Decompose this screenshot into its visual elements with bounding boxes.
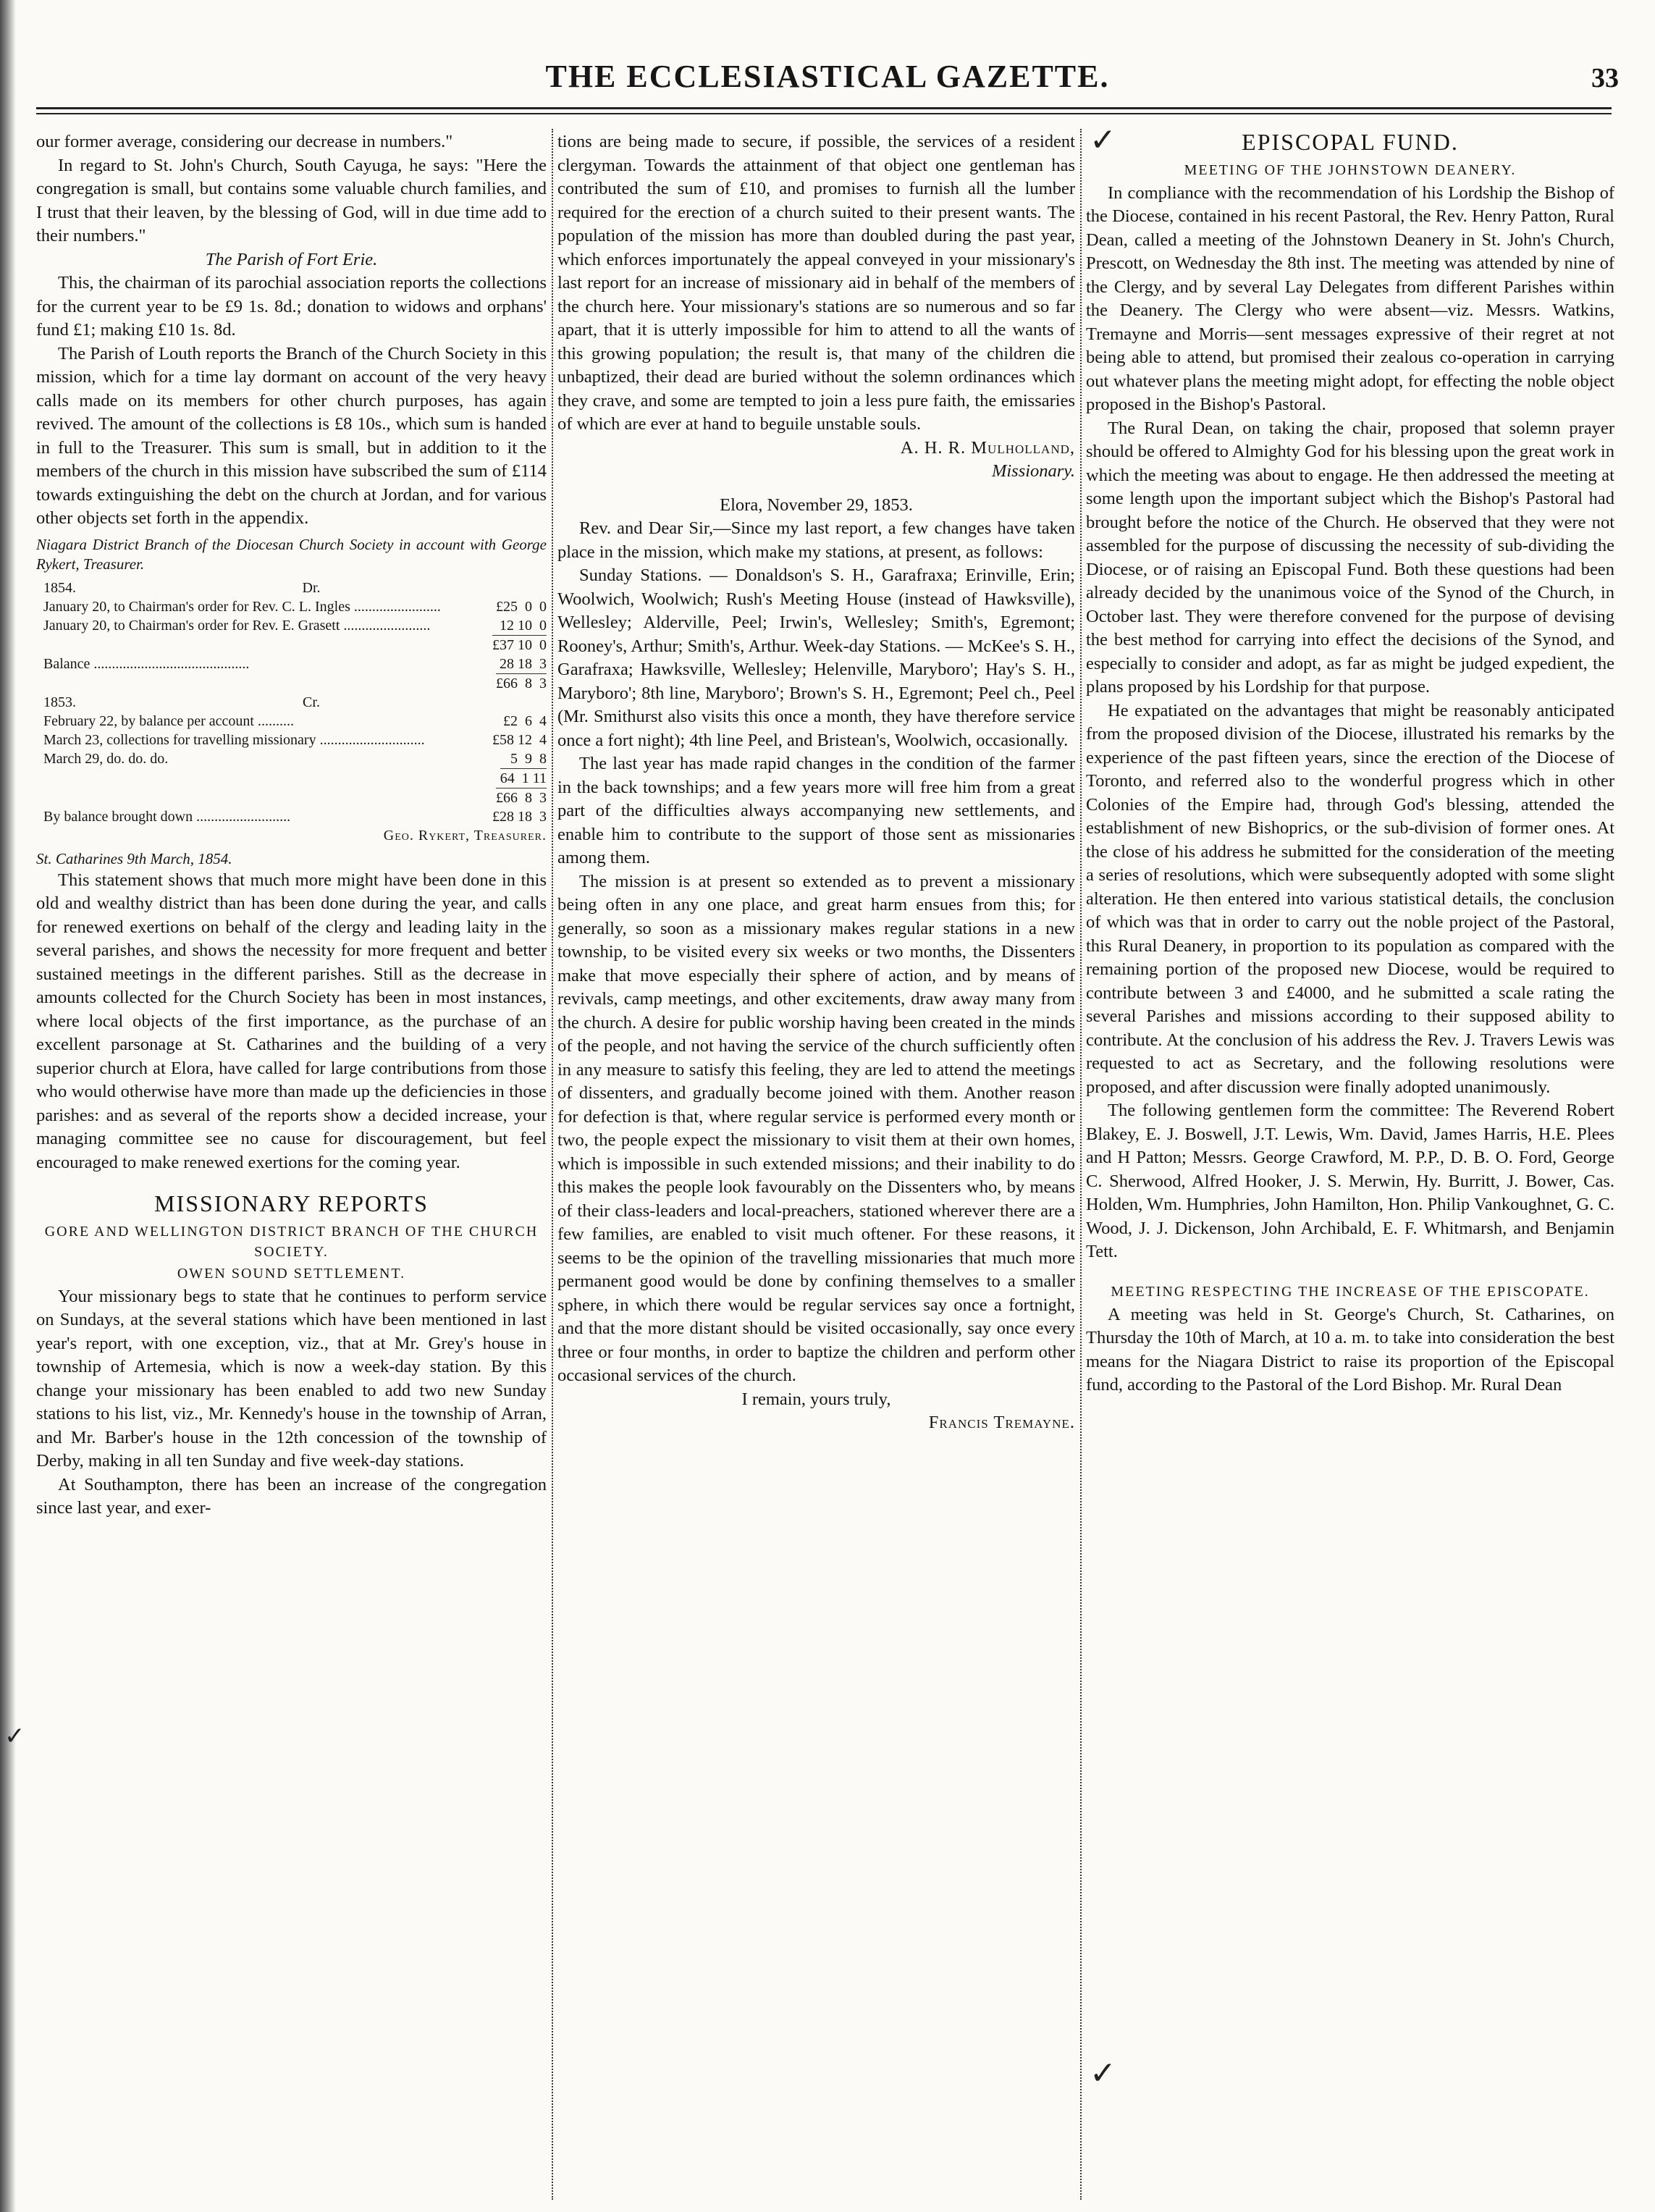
section-title-missionary-reports: MISSIONARY REPORTS [154,1190,429,1216]
paragraph: A meeting was held in St. George's Church, St. Catharines, on Thursday the 10th of March, at 10 a. m. to take into consideration the best means for the Niagara District to raise its proportion of the Episcopal fund, according to the Pastoral of the Lord Bishop. Mr. Rural Dean [1086,1304,1614,1395]
account-row: January 20, to Chairman's order for Rev. E. Grasett ........................ 12 10 0 [43,617,547,634]
account-row: 1854. Dr. [43,579,321,596]
page-number: 33 [1591,63,1619,93]
page-binding-edge [0,0,16,2212]
closing-line: I remain, yours truly, [741,1389,891,1409]
account-row: £37 10 0 [36,635,547,655]
header-rule-thin [36,113,1612,114]
subsection-title-increase-episcopate: MEETING RESPECTING THE INCREASE OF THE EPISCOPATE. [1111,1283,1590,1300]
account-row: January 20, to Chairman's order for Rev. C. L. Ingles ........................ £25 0 0 [43,598,547,615]
subsection-title-owen-sound: OWEN SOUND SETTLEMENT. [177,1265,406,1282]
paragraph: In compliance with the recommendation of his Lordship the Bishop of the Diocese, contained in his recent Pastoral, the Rev. Henry Patton, Rural Dean, called a meeting of the Johnstown Deanery in St. John's Church, Prescott, on Wednesday the 8th inst. The meeting was attended by nine of the Clergy, and by several Lay Delegates from different Parishes within the Deanery. The Clergy who were absent—viz. Messrs. Watkins, Tremayne and Morris—sent messages expressive of their regret at not being able to attend, but promised their zealous co-operation in carrying out whatever plans the meeting might adopt, for effecting the noble object proposed in the Bishop's Pastoral. [1086,182,1614,414]
header-rule [36,107,1612,109]
newspaper-title: THE ECCLESIASTICAL GAZETTE. [545,59,1110,94]
paragraph: The mission is at present so extended as to prevent a missionary being often in any one place, and great harm ensues from this; for generally, so soon as a missionary makes regular stations in a new township, to be visited every six weeks or two months, the Dissenters make that move especially their sphere of action, and by means of revivals, camp meetings, and other excitements, draw away many from the church. A desire for public worship having been created in the minds of the people, and not having the service of the church sufficiently often in any measure to satisfy this feeling, they are led to attend the meetings of dissenters, and gradually become joined with them. Another reason for defection is that, where regular service is performed every month or two, the people expect the missionary to visit them at their own homes, which is impossible in such extended missions; and their inability to do this makes the people look favourably on the Dissenters who, by means of their class-leaders and local-preachers, stationed wherever there are a few families, are enabled to visit much oftener. For these reasons, it seems to be the opinion of the travelling missionaries that much more permanent good would be done by confining themselves to a smaller sphere, in which there would be regular services say once a fortnight, and that the more distant should be visited occasionally, say once every three or four months, in order to baptize the children and perform other occasional services of the church. [557,871,1075,1385]
account-row: Balance ........................................... 28 18 3 [43,655,547,672]
account-row: 64 1 11 [36,768,547,788]
account-row: £66 8 3 [36,673,547,693]
column-2 [557,130,1075,1435]
account-row: By balance brought down .......................... £28 18 3 [43,808,547,825]
account-table [36,579,547,845]
column-separator [1080,129,1082,2200]
column-1 [36,130,547,1521]
account-row: 1853. Cr. [43,694,320,710]
paragraph: This statement shows that much more might have been done in this old and wealthy district than has been done during the year, and calls for renewed exertions on behalf of the clergy and leading laity in the several parishes, and shows the necessity for more frequent and better sustained meetings in the different parishes. Still as the decrease in amounts collected for the Church Society has been in most instances, where local objects of the first importance, as the purchase of an excellent parsonage at St. Catharines and the building of a very superior church at Elora, have called for large contributions from those who would otherwise have more than made up the deficiencies in those parishes: and as several of the reports show a decided increase, your managing committee see no cause for discouragement, but feel encouraged to make renewed exertions for the coming year. [36,870,547,1172]
signature-mulholland: A. H. R. Mulholland, [900,437,1075,458]
subsection-title-johnstown: MEETING OF THE JOHNSTOWN DEANERY. [1184,161,1517,178]
account-signature: Geo. Rykert, Treasurer. [383,827,547,844]
account-heading: Niagara District Branch of the Diocesan Church Society in account with George Rykert, Treasurer. [36,535,547,573]
paragraph: Your missionary begs to state that he continues to perform service on Sundays, at the several stations which have been mentioned in last year's report, with one exception, viz., that at Mr. Grey's house in township of Artemesia, which is now a week-day station. By this change your missionary has been enabled to add two new Sunday stations to his list, viz., Mr. Kennedy's house in the township of Arran, and Mr. Barber's house in the 12th concession of the township of Derby, making in all ten Sunday and five week-day stations. [36,1286,547,1471]
subsection-title-gore: GORE AND WELLINGTON DISTRICT BRANCH OF THE CHURCH SOCIETY. [44,1223,539,1260]
paragraph: In regard to St. John's Church, South Cayuga, he says: "Here the congregation is small, but contains some valuable church families, and I trust that their leaven, by the blessing of God, will in due time add to their numbers." [36,155,547,245]
account-row: February 22, by balance per account .......... £2 6 4 [43,712,547,729]
paragraph: tions are being made to secure, if possible, the services of a resident clergyman. Towards the attainment of that object one gentleman has contributed the sum of £10, and promises to furnish all the lumber required for the erection of a church suited to their present wants. The population of the mission has more than doubled during the past year, which enforces importunately the appeal conveyed in your missionary's last report for an increase of missionary aid in behalf of the members of the church here. Your missionary's stations are so numerous and so far apart, that it is utterly impossible for him to attend to all the wants of this growing population; the result is, that many of the children die unbaptized, their dead are buried without the solemn ordinances which they crave, and some are tempted to join a less pure faith, the emissaries of which are ever at hand to beguile unstable souls. [557,132,1075,434]
paragraph: The following gentlemen form the committee: The Reverend Robert Blakey, E. J. Boswell, J.T. Lewis, Wm. David, James Harris, H.E. Plees and H Patton; Messrs. George Crawford, M. P.P., D. B. O. Ford, George C. Sherwood, Alfred Hooker, J. S. Merwin, Hy. Burritt, J. Bower, Cas. Holden, Wm. Humphries, John Hamilton, Hon. Philip Vankoughnet, G. C. Wood, J. J. Dickenson, John Archibald, E. F. Whitmarsh, and Benjamin Tett. [1086,1101,1614,1261]
account-place-date: St. Catharines 9th March, 1854. [36,849,232,867]
account-row: £66 8 3 [36,788,547,807]
section-title-episcopal-fund: EPISCOPAL FUND. [1242,129,1459,155]
paragraph: At Southampton, there has been an increase of the congregation since last year, and exer- [36,1474,547,1518]
account-row: March 23, collections for travelling missionary ............................. £58 12 4 [43,731,547,748]
dateline: Elora, November 29, 1853. [720,495,913,515]
signature-title: Missionary. [991,461,1075,481]
account-row: March 29, do. do. do. 5 9 8 [43,750,547,767]
check-mark-icon: ✓ [1090,2055,1116,2092]
check-mark-icon: ✓ [4,1722,25,1751]
paragraph: The last year has made rapid changes in the condition of the farmer in the back townships; and a few years more will free him from a great part of the difficulties always accompanying new settlements, and enable him to contribute to the support of those sent as missionaries among them. [557,754,1075,867]
page-header [29,43,1626,101]
paragraph: The Rural Dean, on taking the chair, proposed that solemn prayer should be offered to Almighty God for his blessing upon the great work in which the meeting was about to engage. He then addressed the meeting at some length upon the important subject which the Bishop's Pastoral had brought before the notice of the Church. He observed that they were not assembled for the purpose of discussing the necessity of sub-dividing the Diocese, or of raising an Episcopal Fund. Both these questions had been already decided by the unanimous voice of the Synod of the Church, in October last. They were therefore convened for the purpose of devising the best method for carrying into effect the decisions of the Synod, and especially to consider and adopt, as far as might be judged expedient, the plans proposed by his Lordship for that purpose. [1086,418,1614,697]
column-separator [552,129,553,2200]
check-mark-icon: ✓ [1090,122,1116,159]
subheading-fort-erie: The Parish of Fort Erie. [205,249,378,269]
paragraph: our former average, considering our decrease in numbers." [36,132,453,151]
paragraph: Sunday Stations. — Donaldson's S. H., Garafraxa; Erinville, Erin; Woolwich, Woolwich; Rush's Meeting House (instead of Hawksville), Wellesley; Alderville, Peel; Irwin's, Wellesley; Smith's, Egremont; Rooney's, Arthur; Smith's, Arthur. Week-day Stations. — McKee's S. H., Garafraxa; Hawksville, Wellesley; Helenville, Maryboro'; Hay's S. H., Maryboro'; 8th line, Maryboro'; Brown's S. H., Egremont; Peel ch., Peel (Mr. Smithurst also visits this once a month, they have therefore service once a fort night); 4th line Peel, and Bristean's, Woolwich, occasionally. [557,565,1075,750]
paragraph: This, the chairman of its parochial association reports the collections for the current year to be £9 1s. 8d.; donation to widows and orphans' fund £1; making £10 1s. 8d. [36,273,547,340]
paragraph: The Parish of Louth reports the Branch of the Church Society in this mission, which for a time lay dormant on account of the very heavy calls made on its members for other church purposes, has again revived. The amount of the collections is £8 10s., which sum is handed in full to the Treasurer. This sum is small, but in addition to it the members of the church in this mission have subscribed the sum of £114 towards extinguishing the debt on the church at Jordan, and for various other objects set forth in the appendix. [36,343,547,528]
paragraph: He expatiated on the advantages that might be reasonably anticipated from the proposed division of the Diocese, illustrated his remarks by the experience of the past fifteen years, since the erection of the Diocese of Toronto, and referred also to the wonderful progress which in other Colonies of the Empire had, through God's blessing, attended the establishment of new Bishoprics, or the sub-division of former ones. At the close of his address he submitted for the consideration of the meeting a series of resolutions, which were subsequently adopted with some slight alteration. He then entered into various statistical details, the conclusion of which was that in order to carry out the noble project of the Pastoral, this Rural Deanery, in proportion to its population as compared with the remaining portion of the proposed new Diocese, would be required to contribute between 3 and £4000, and he submitted a scale rating the several Parishes and missions according to their supposed ability to contribute. At the conclusion of his address the Rev. J. Travers Lewis was requested to act as Secretary, and the following resolutions were proposed, and after discussion were finally adopted unanimously. [1086,700,1614,1097]
paragraph: Rev. and Dear Sir,—Since my last report, a few changes have taken place in the mission, which make my stations, at present, as follows: [557,518,1075,562]
signature-tremayne: Francis Tremayne. [928,1413,1075,1432]
column-3 [1086,130,1614,1397]
